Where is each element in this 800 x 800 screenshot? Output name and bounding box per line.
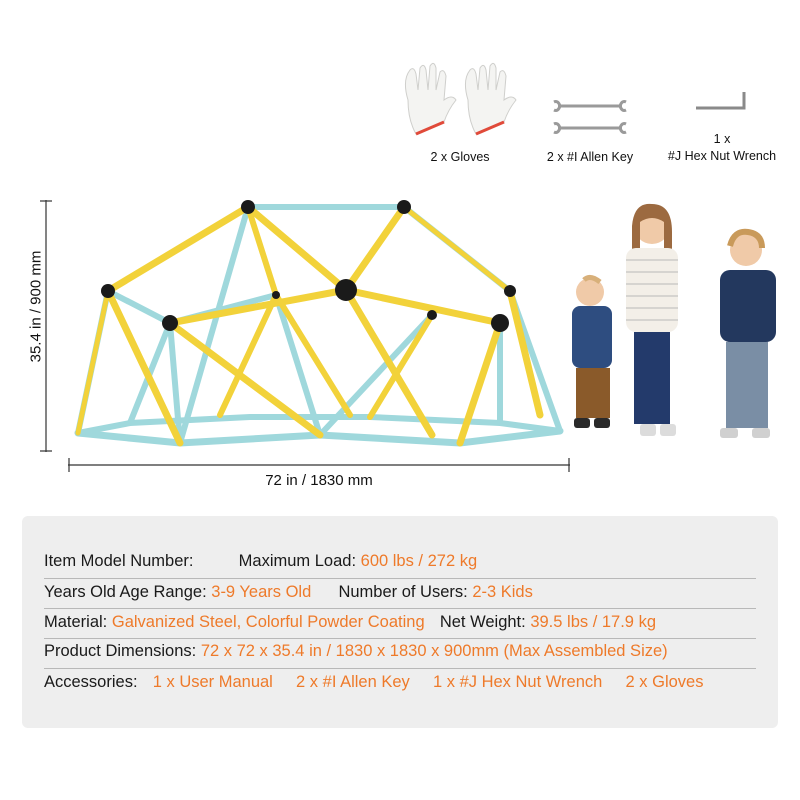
age-range-key: Years Old Age Range: bbox=[44, 583, 207, 601]
product-dimensions-key: Product Dimensions: bbox=[44, 642, 197, 660]
children-photo bbox=[560, 192, 790, 447]
climbing-dome-image bbox=[70, 195, 570, 450]
max-load-value: 600 lbs / 272 kg bbox=[360, 552, 478, 570]
max-load-key: Maximum Load: bbox=[238, 552, 357, 570]
accessory-gloves: 2 x Gloves bbox=[625, 673, 704, 691]
spec-divider bbox=[44, 578, 756, 579]
accessory-manual: 1 x User Manual bbox=[152, 673, 273, 691]
gloves-label: 2 x Gloves bbox=[430, 150, 490, 164]
width-dimension-line bbox=[68, 458, 570, 472]
accessory-allen-key: 2 x #I Allen Key bbox=[296, 673, 410, 691]
specs-panel bbox=[22, 516, 778, 728]
gloves-image bbox=[398, 60, 528, 140]
spec-row-model-load bbox=[44, 552, 477, 571]
width-label: 72 in / 1830 mm bbox=[265, 472, 373, 489]
spec-divider bbox=[44, 608, 756, 609]
material-value: Galvanized Steel, Colorful Powder Coating bbox=[111, 613, 425, 631]
material-key: Material: bbox=[44, 613, 108, 631]
model-number-key: Item Model Number: bbox=[44, 552, 194, 570]
accessories-key: Accessories: bbox=[44, 673, 138, 691]
allen-key-image bbox=[552, 98, 632, 138]
spec-divider bbox=[44, 668, 756, 669]
spec-row-material-weight bbox=[44, 613, 656, 632]
spec-row-age-users bbox=[44, 583, 533, 602]
hex-wrench-label: #J Hex Nut Wrench bbox=[667, 149, 777, 163]
accessory-hex-wrench: 1 x #J Hex Nut Wrench bbox=[432, 673, 603, 691]
hex-wrench-image bbox=[694, 88, 754, 116]
product-dimensions-value: 72 x 72 x 35.4 in / 1830 x 1830 x 900mm (Max Assembled Size) bbox=[200, 642, 668, 660]
height-label: 35.4 in / 900 mm bbox=[27, 250, 45, 363]
users-value: 2-3 Kids bbox=[472, 583, 533, 601]
net-weight-value: 39.5 lbs / 17.9 kg bbox=[530, 613, 656, 631]
users-key: Number of Users: bbox=[338, 583, 468, 601]
hex-wrench-qty: 1 x bbox=[713, 132, 731, 146]
spec-divider bbox=[44, 638, 756, 639]
allen-key-label: 2 x #I Allen Key bbox=[546, 150, 634, 164]
spec-row-dimensions bbox=[44, 642, 668, 661]
spec-row-accessories bbox=[44, 673, 703, 692]
net-weight-key: Net Weight: bbox=[439, 613, 526, 631]
age-range-value: 3-9 Years Old bbox=[211, 583, 312, 601]
